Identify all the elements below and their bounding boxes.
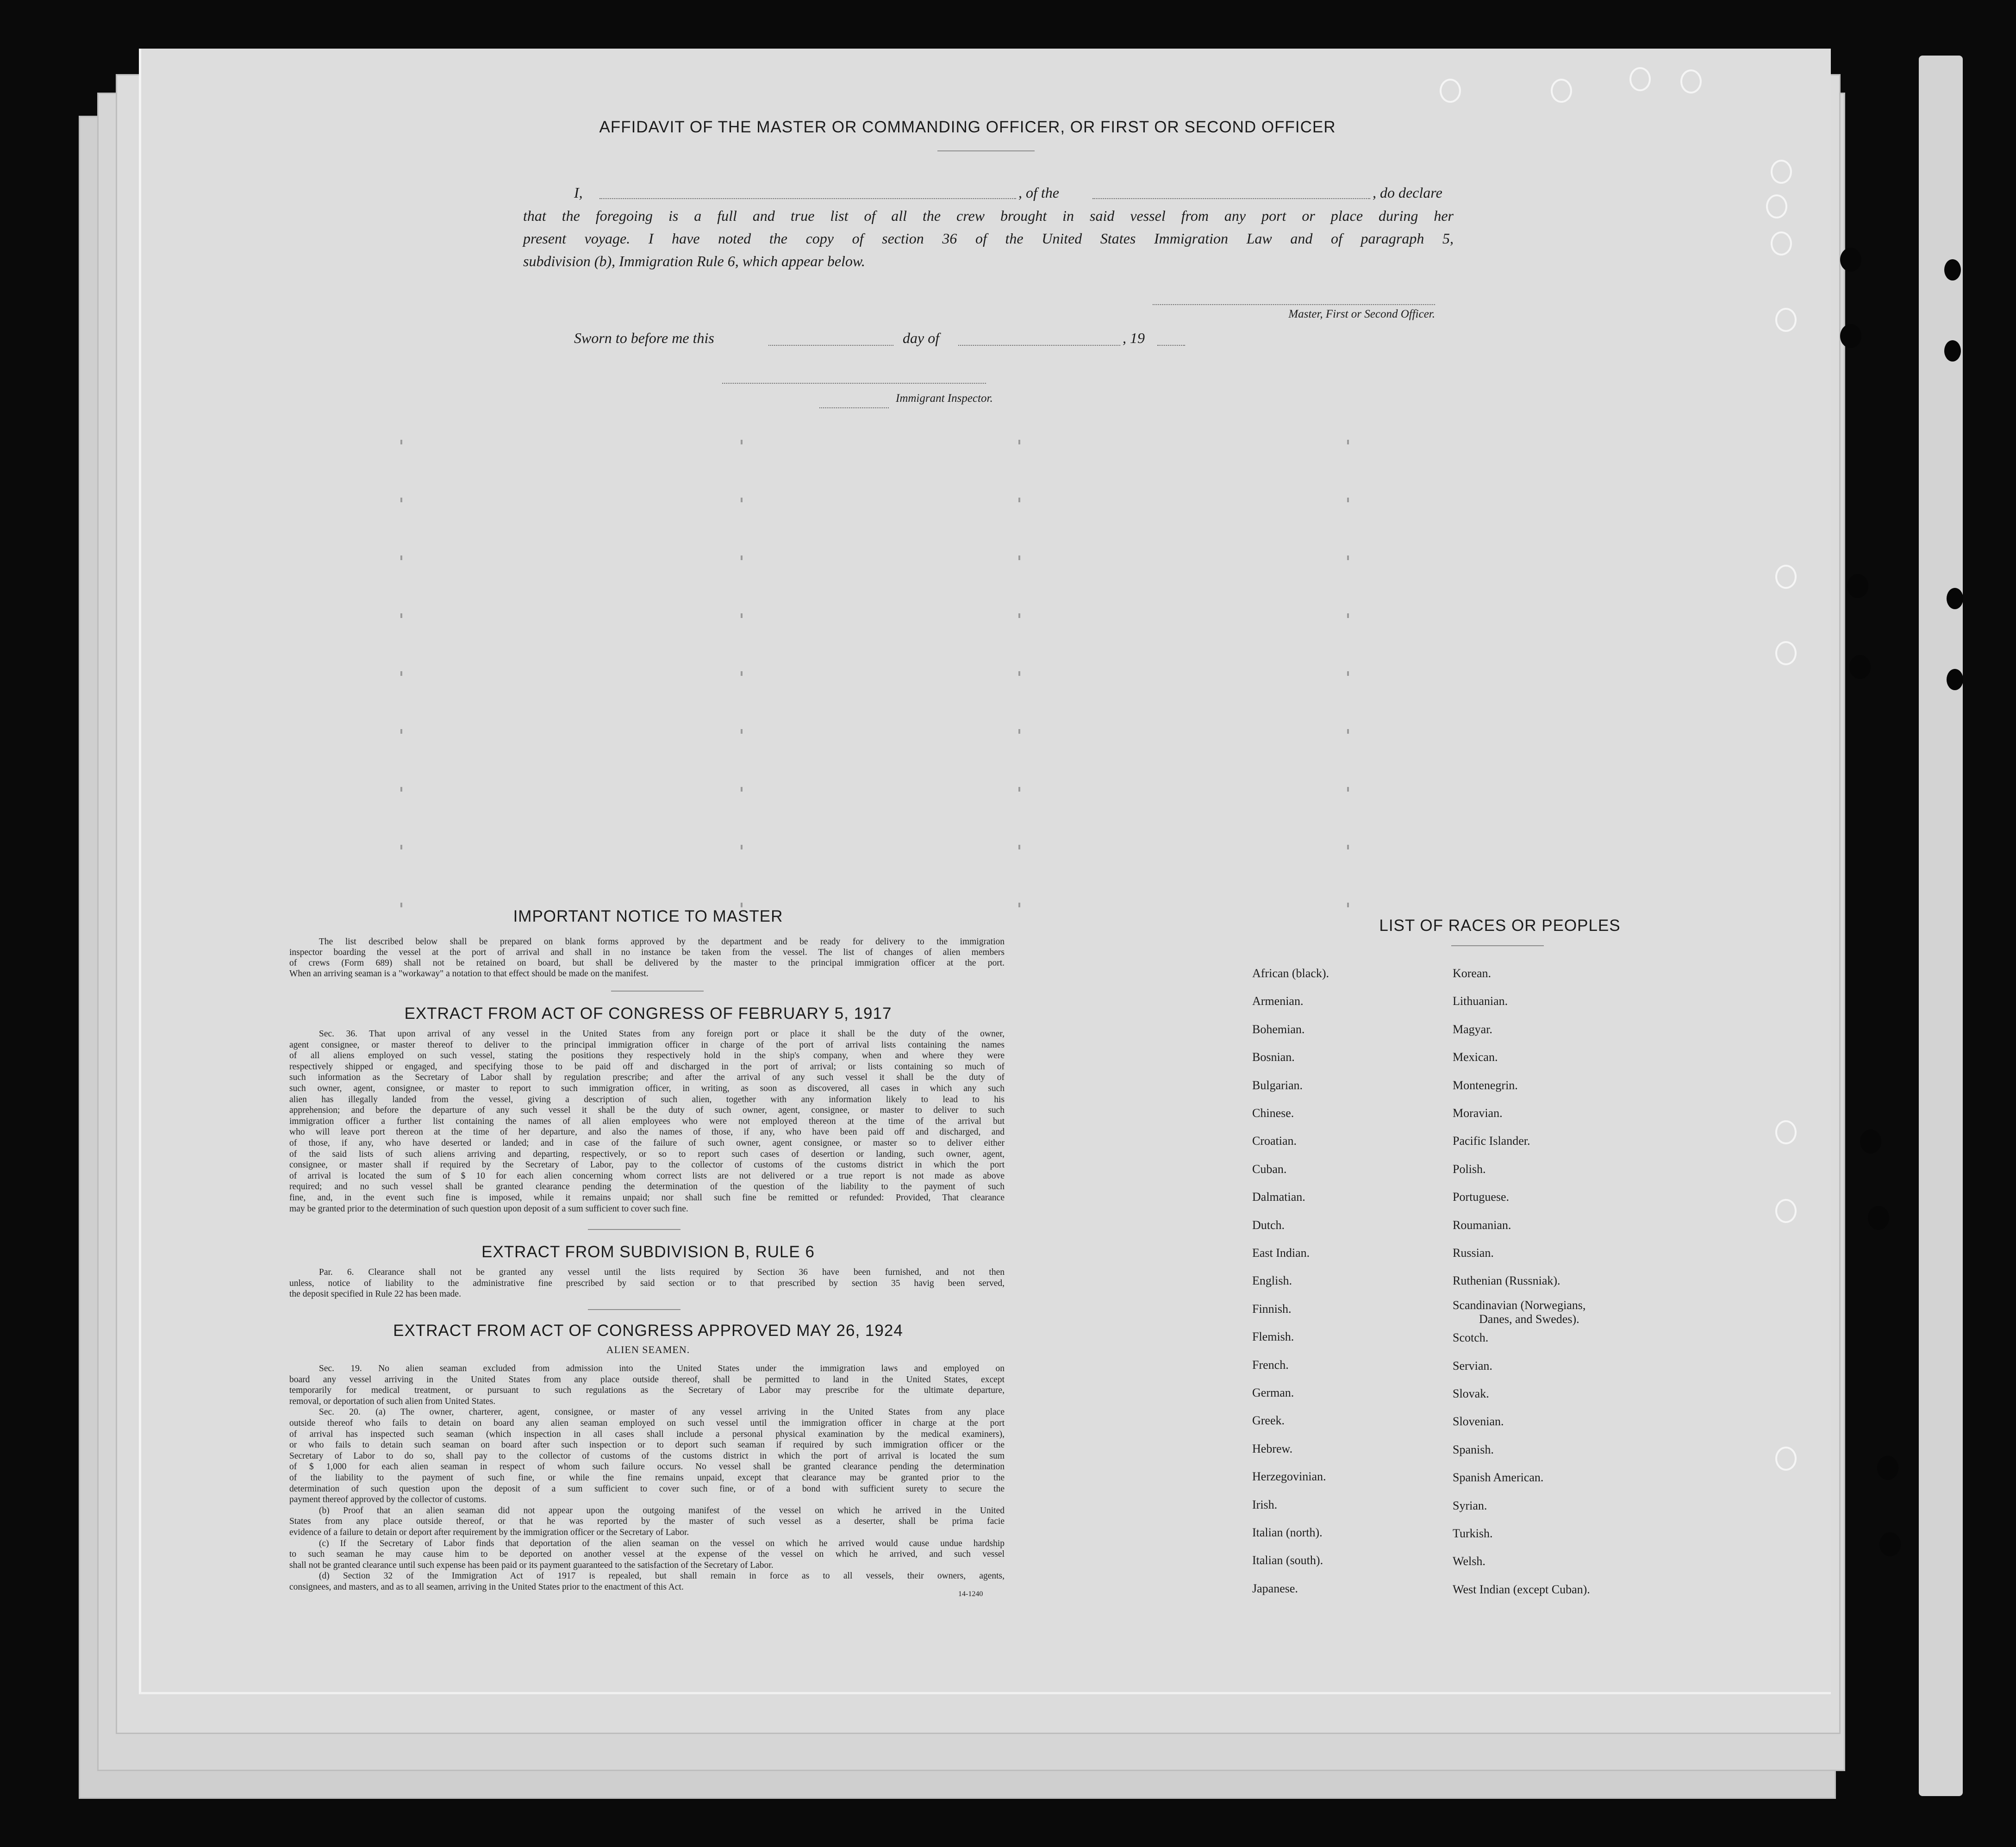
race-item: Lithuanian. [1453,994,1508,1008]
race-item-continuation: Danes, and Swedes). [1479,1312,1579,1326]
declaration-line: subdivision (b), Immigration Rule 6, which appear below. [523,253,865,269]
form-number: 14-1240 [958,1590,983,1598]
punch-hole [1847,574,1868,598]
punch-hole [1860,1129,1881,1154]
punch-hole [1877,1456,1898,1480]
grid-dot [400,555,402,560]
race-item: Japanese. [1252,1581,1298,1595]
punch-hole [1879,1532,1901,1556]
grid-dot [1347,555,1349,560]
grid-dot [741,440,743,444]
act-1924-line: to such seaman he may cause him to be deported on another vessel at the expense of the vessel on which he arrived, and such vessel [289,1549,1005,1560]
punch-hole-ring [1766,194,1787,218]
grid-dot [400,671,402,676]
signature-field[interactable] [1153,304,1435,305]
punch-hole [1840,248,1861,272]
act-1924-line: removal, or deportation of such alien from United States. [289,1396,496,1406]
declaration-line: that the foregoing is a full and true list of all the crew brought in said vessel from any port or place during her [523,207,1454,224]
act-1924-title: EXTRACT FROM ACT OF CONGRESS APPROVED MAY 26, 1924 [393,1322,903,1340]
race-item: Russian. [1453,1246,1494,1260]
race-item: Slovenian. [1453,1415,1504,1429]
act-1917-line: of the said lists of such aliens arriving and departing, respectively, or so to report such cases of desertion or landing, such owner, agent, [289,1149,1005,1159]
punch-hole-ring [1775,641,1797,665]
affidavit-title: AFFIDAVIT OF THE MASTER OR COMMANDING OFFICER, OR FIRST OR SECOND OFFICER [599,118,1336,136]
race-item: Moravian. [1453,1106,1503,1120]
grid-dot [741,498,743,502]
grid-dot [1018,498,1020,502]
binding-strip [1919,56,1963,1796]
act-1924-line: determination of such question upon the deposit of a sum sufficient to cover such fine, or of a bond with sufficient surety to secure the [289,1484,1005,1494]
inspector-label: Immigrant Inspector. [896,392,993,405]
name-field[interactable] [599,198,1016,199]
grid-dot [741,787,743,792]
declaration-line: present voyage. I have noted the copy of section 36 of the United States Immigration Law and of paragraph 5, [523,230,1454,247]
grid-dot [1018,787,1020,792]
grid-dot [1018,613,1020,618]
declaration-prefix: I, [574,184,583,201]
act-1917-line: of all aliens employed on such vessel, stating the positions they respectively hold in the ship's company, when and where they were [289,1051,1005,1061]
act-1917-line: respectively shipped or engaged, and specifying those to be paid off and discharged in the port of arrival; or lists containing so much of [289,1061,1005,1072]
punch-hole-ring [1775,1199,1797,1223]
grid-dot [1347,903,1349,907]
notice-line: The list described below shall be prepared on blank forms approved by the department and be ready for delivery to the immigration [319,937,1005,947]
punch-hole-ring [1680,69,1702,94]
race-item: Spanish American. [1453,1471,1544,1485]
punch-hole-ring [1771,160,1792,184]
declaration-suffix: , do declare [1373,184,1442,201]
act-1917-line: immigration officer a further list containing the names of all alien employees who were not employed thereon at the time of the arrival but [289,1116,1005,1126]
act-1924-line: (b) Proof that an alien seaman did not appear upon the outgoing manifest of the vessel on which he arrived in the United [319,1505,1005,1516]
act-1924-line: of $ 1,000 for each alien seaman in respect of whom such failure occurs. No vessel shall be granted clearance pending the determination [289,1462,1005,1472]
act-1924-line: States from any place outside thereof, or that he was reported by the master of such vessel as a deserter, shall be prima facie [289,1516,1005,1527]
race-item: Chinese. [1252,1106,1294,1120]
rule-6-line: Par. 6. Clearance shall not be granted any vessel until the lists required by Section 36 have been furnished, and not then [319,1267,1005,1277]
race-item: West Indian (except Cuban). [1453,1582,1590,1596]
grid-dot [741,671,743,676]
race-item: Korean. [1453,967,1492,980]
race-item: Flemish. [1252,1330,1294,1344]
race-item: English. [1252,1274,1292,1288]
act-1924-line: Sec. 20. (a) The owner, charterer, agent, consignee, or master of any vessel arriving in the United States from any place [319,1407,1005,1417]
race-item: Polish. [1453,1162,1486,1176]
act-1924-line: Secretary of Labor to do so, shall pay to the collector of customs of the customs district in which the port of arrival is located the sum [289,1451,1005,1461]
act-1924-line: temporarily for medical treatment, or pursuant to such regulations as the Secretary of Labor may prescribe for the ultimate departure, [289,1385,1005,1396]
sworn-month-text: day of [903,330,940,346]
notice-line: When an arriving seaman is a "workaway" a notation to that effect should be made on the manifest. [289,969,649,979]
grid-dot [1018,671,1020,676]
rule-6-line: unless, notice of liability to the administrative fine prescribed by said section or to that prescribed by section 35 havig been served, [289,1278,1005,1288]
grid-dot [400,903,402,907]
act-1917-title: EXTRACT FROM ACT OF CONGRESS OF FEBRUARY 5, 1917 [404,1005,892,1023]
declaration-vessel-text: , of the [1018,184,1059,201]
race-item: Armenian. [1252,994,1304,1008]
act-1917-line: Sec. 36. That upon arrival of any vessel in the United States from any foreign port or place it shall be the duty of the owner, [319,1029,1005,1039]
punch-hole [1944,259,1961,281]
act-1924-line: payment thereof approved by the collector of customs. [289,1495,487,1505]
sworn-year-field[interactable] [1157,345,1185,346]
race-item: German. [1252,1386,1294,1399]
race-item: French. [1252,1358,1289,1372]
grid-dot [400,787,402,792]
punch-hole-ring [1775,1447,1797,1471]
race-item: Ruthenian (Russniak). [1453,1274,1560,1288]
grid-dot [741,903,743,907]
sworn-year-text: , 19 [1123,330,1145,346]
race-item: Dalmatian. [1252,1190,1305,1204]
race-item: Portuguese. [1453,1190,1510,1204]
notice-line: of crews (Form 689) shall not be retained on board, but shall be delivered by the master to the principal immigration officer at the port. [289,958,1005,968]
race-item: Bohemian. [1252,1022,1305,1036]
act-1917-line: required; and no such vessel shall be granted clearance pending the determination of the question of the liability to the payment of such [289,1182,1005,1192]
race-item: African (black). [1252,967,1329,980]
act-1917-line: fine, and, in the event such fine is imposed, while it remains unpaid; nor shall such fine be remitted or refunded: Provided, That clearance [289,1193,1005,1203]
grid-dot [400,729,402,734]
act-1924-subtitle: ALIEN SEAMEN. [606,1344,690,1355]
punch-hole [1947,669,1963,690]
act-1917-line: of those, if any, who have deserted or landed; and in case of the failure of such owner, agent consignee, or master so to deliver either [289,1138,1005,1148]
grid-dot [741,729,743,734]
punch-hole-ring [1771,231,1792,256]
race-item: Greek. [1252,1414,1285,1428]
act-1924-line: shall not be granted clearance until such expense has been paid or its payment guaranteed to the satisfaction of the Secretary of Labor. [289,1560,774,1570]
grid-dot [1347,440,1349,444]
grid-dot [400,440,402,444]
race-item: East Indian. [1252,1246,1310,1260]
race-item: Herzegovinian. [1252,1470,1326,1484]
grid-dot [1018,729,1020,734]
grid-dot [741,555,743,560]
race-item: Italian (north). [1252,1526,1323,1539]
race-item: Pacific Islander. [1453,1134,1530,1148]
rule-6-title: EXTRACT FROM SUBDIVISION B, RULE 6 [481,1243,815,1261]
punch-hole [1944,340,1961,362]
vessel-field[interactable] [1092,198,1370,199]
punch-hole-ring [1551,79,1572,103]
grid-dot [1347,729,1349,734]
divider [588,1309,680,1310]
grid-dot [741,845,743,849]
sworn-text: Sworn to before me this [574,330,714,346]
punch-hole-ring [1775,1120,1797,1144]
race-item: Bulgarian. [1252,1078,1303,1092]
races-title: LIST OF RACES OR PEOPLES [1379,917,1621,935]
grid-dot [1347,613,1349,618]
punch-hole [1947,588,1963,609]
race-item: Mexican. [1453,1050,1498,1064]
race-item: Italian (south). [1252,1554,1323,1567]
race-item: Spanish. [1453,1442,1494,1456]
inspector-signature-field[interactable] [722,383,986,384]
race-item: Hebrew. [1252,1441,1293,1455]
act-1924-line: (d) Section 32 of the Immigration Act of 1917 is repealed, but shall remain in force as to all vessels, their owners, agents, [319,1571,1005,1581]
act-1924-line: or who fails to detain such seaman on board after such inspection or to deport such seaman if required by such immigration officer or the [289,1440,1005,1450]
race-item: Roumanian. [1453,1218,1511,1232]
act-1924-line: (c) If the Secretary of Labor finds that deportation of the alien seaman on the vessel on which he arrived would cause undue hardship [319,1538,1005,1548]
punch-hole-ring [1775,565,1797,589]
divider [611,991,704,992]
grid-dot [400,613,402,618]
punch-hole [1868,1206,1889,1230]
act-1924-line: consignees, and masters, and as to all seamen, arriving in the United States prior to the enactment of this Act. [289,1582,684,1592]
rule-6-line: the deposit specified in Rule 22 has been made. [289,1289,461,1299]
act-1917-line: consignee, or master shall if required by the Secretary of Labor, pay to the collector of customs of the customs district in which the port [289,1160,1005,1170]
race-item: Turkish. [1453,1527,1493,1540]
divider [1451,945,1544,946]
grid-dot [400,845,402,849]
act-1924-line: of the liability to the payment of such fine, or while the fine remains unpaid, except that clearance may be granted prior to the [289,1473,1005,1483]
grid-dot [1347,845,1349,849]
act-1924-line: Sec. 19. No alien seaman excluded from admission into the United States under the immigration laws and employed on [319,1364,1005,1373]
notice-line: inspector boarding the vessel at the port of arrival and shall in no instance be taken from the vessel. The list of changes of alien members [289,948,1005,957]
grid-dot [1347,498,1349,502]
sworn-month-field[interactable] [958,345,1120,346]
punch-hole-ring [1440,79,1461,103]
act-1917-line: may be granted prior to the determination of such question upon deposit of a sum sufficient to cover such fine. [289,1204,688,1214]
race-item: Dutch. [1252,1218,1285,1232]
punch-hole-ring [1775,308,1797,332]
act-1917-line: alien has illegally landed from the vessel, giving a description of such alien, together with any information likely to lead to his [289,1094,1005,1104]
grid-dot [1018,555,1020,560]
race-item: Magyar. [1453,1022,1492,1036]
race-item: Slovak. [1453,1387,1489,1400]
divider [588,1229,680,1230]
act-1917-line: agent consignee, or master thereof to deliver to the principal immigration officer in charge of the port of arrival lists containing the names [289,1040,1005,1050]
act-1924-line: board any vessel arriving in the United States from any place outside thereof, shall be permitted to land in the United States, except [289,1374,1005,1385]
inspector-dots [819,407,889,408]
race-item: Scotch. [1453,1331,1489,1345]
grid-dot [741,613,743,618]
act-1917-line: of arrival is located the sum of $ 10 for each alien concerning whom correct lists are not delivered or a true report is not made as above [289,1171,1005,1181]
race-item: Bosnian. [1252,1050,1295,1064]
race-item: Montenegrin. [1453,1078,1518,1092]
punch-hole [1840,324,1861,348]
act-1924-line: evidence of a failure to detain or deport after requirement by the immigration officer or the Secretary of Labor. [289,1528,689,1537]
act-1917-line: such information as the Secretary of Labor shall by regulation prescribe; and after the arrival of any such vessel it shall be the duty of [289,1073,1005,1083]
race-item: Welsh. [1453,1554,1485,1568]
act-1917-line: who will leave port thereon at the time of her departure, and also the names of those, if any, who have been paid off and discharged, and [289,1127,1005,1137]
race-item: Syrian. [1453,1498,1487,1512]
race-item: Irish. [1252,1498,1278,1511]
race-item: Servian. [1453,1359,1492,1373]
act-1924-line: of arrival has inspected such seaman (which inspection in all cases shall include a personal physical examination by the medical examiners), [289,1429,1005,1439]
signature-label: Master, First or Second Officer. [1288,308,1435,320]
grid-dot [1347,671,1349,676]
act-1917-line: such owner, agent, consignee, or master to report to such immigration officer, in writing, as soon as discovered, all cases in which any such [289,1084,1005,1093]
grid-dot [1018,440,1020,444]
notice-title: IMPORTANT NOTICE TO MASTER [513,907,783,925]
race-item: Finnish. [1252,1302,1292,1316]
race-item: Croatian. [1252,1134,1297,1148]
act-1917-line: apprehension; and before the departure of any such vessel it shall be the duty of such owner, agent, consignee, or master to deliver to such [289,1105,1005,1116]
race-item: Cuban. [1252,1162,1287,1176]
grid-dot [1347,787,1349,792]
grid-dot [1018,903,1020,907]
punch-hole [1849,655,1871,679]
sworn-day-field[interactable] [768,345,893,346]
grid-dot [400,498,402,502]
grid-dot [1018,845,1020,849]
punch-hole-ring [1629,67,1651,91]
race-item: Scandinavian (Norwegians, [1453,1298,1586,1312]
act-1924-line: outside thereof who fails to detain on board any alien seaman employed on such vessel until the immigration officer in charge at the port [289,1418,1005,1428]
divider [937,150,1035,151]
